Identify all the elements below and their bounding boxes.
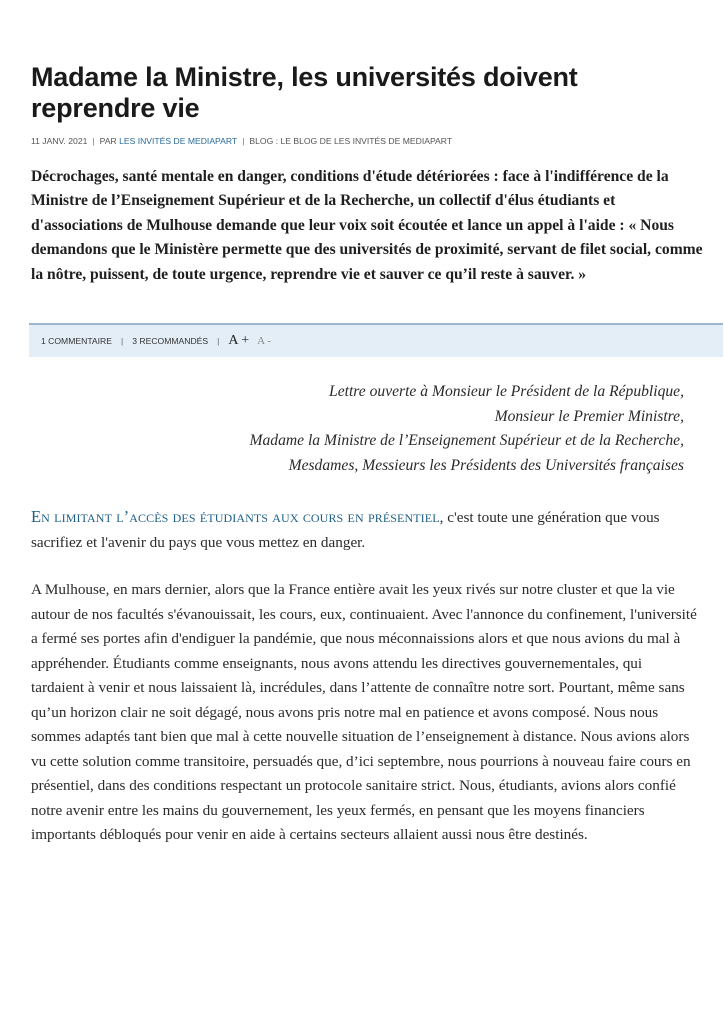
- address-line: Mesdames, Messieurs les Présidents des Universités françaises: [288, 456, 684, 474]
- article-toolbar: [29, 323, 723, 357]
- meta-separator: |: [242, 136, 245, 146]
- recommended-link[interactable]: 3 RECOMMANDÉS: [132, 336, 209, 346]
- article-lead: Décrochages, santé mentale en danger, conditions d'étude détériorées : face à l'indifférence de la Ministre de l’Enseignement Supérieur et de la Recherche, un collectif d'élus étudiants et d'associations de Mulhouse demande que leur voix soit écoutée et lance un appel à l'aide : « Nous demandons que le Ministère permette que des universités de proximité, servant de filet social, comme la nôtre, puissent, de toute urgence, reprendre vie et sauver ce qu’il reste à sauver. »: [31, 168, 703, 283]
- author-link[interactable]: LES INVITÉS DE MEDIAPART: [119, 136, 238, 146]
- by-prefix: PAR: [99, 136, 117, 146]
- font-decrease-button[interactable]: A -: [257, 335, 271, 347]
- article-title: Madame la Ministre, les universités doivent reprendre vie: [31, 62, 578, 123]
- meta-separator: |: [92, 136, 95, 146]
- body-paragraph-1: [31, 505, 695, 556]
- address-line: Madame la Ministre de l’Enseignement Supérieur et de la Recherche,: [249, 432, 684, 450]
- paragraph-lead-in: En limitant l’accès des étudiants aux cours en présentiel: [31, 507, 440, 526]
- font-increase-button[interactable]: A +: [228, 333, 250, 348]
- letter-address: [124, 380, 684, 478]
- address-line: Monsieur le Premier Ministre,: [494, 407, 684, 425]
- toolbar-separator: |: [120, 336, 124, 346]
- article-date: 11 JANV. 2021: [31, 136, 88, 146]
- paragraph-text: , c'est toute une génération que vous sacrifiez et l'avenir du pays que vous mettez en danger.: [31, 509, 660, 551]
- blog-link[interactable]: BLOG : LE BLOG DE LES INVITÉS DE MEDIAPART: [249, 136, 453, 146]
- article-meta: [31, 136, 711, 146]
- toolbar-separator: |: [217, 336, 220, 346]
- comments-link[interactable]: 1 COMMENTAIRE: [41, 336, 112, 346]
- address-line: Lettre ouverte à Monsieur le Président de la République,: [329, 383, 684, 400]
- body-paragraph-2: A Mulhouse, en mars dernier, alors que la France entière avait les yeux rivés sur notre cluster et que la vie autour de nos facultés s'évanouissait, les cours, eux, continuaient. Avec l'annonce du confinement, l'université a fermé ses portes afin d'endiguer la pandémie, que nous méconnaissions alors et que nous avions du mal à appréhender. Étudiants comme enseignants, nous avons attendu les directives gouvernementales, qui tardaient à venir et nous laissaient là, incrédules, dans l’attente de connaître notre sort. Pourtant, même sans qu’un horizon clair ne soit dégagé, nous avons pris notre mal en patience et avons composé. Nous nous sommes adaptés tant bien que mal à cette nouvelle situation de l’enseignement à distance. Nous avions alors vu cette solution comme transitoire, persuadés que, d’ici septembre, nous pourrions à nouveau faire cours en présentiel, dans des conditions respectant un protocole sanitaire strict. Nous, étudiants, avions alors confié notre avenir entre les mains du gouvernement, les yeux fermés, en pensant que les moyens financiers importants débloqués pour venir en aide à certains secteurs allaient aussi nous être destinés.: [31, 581, 697, 843]
